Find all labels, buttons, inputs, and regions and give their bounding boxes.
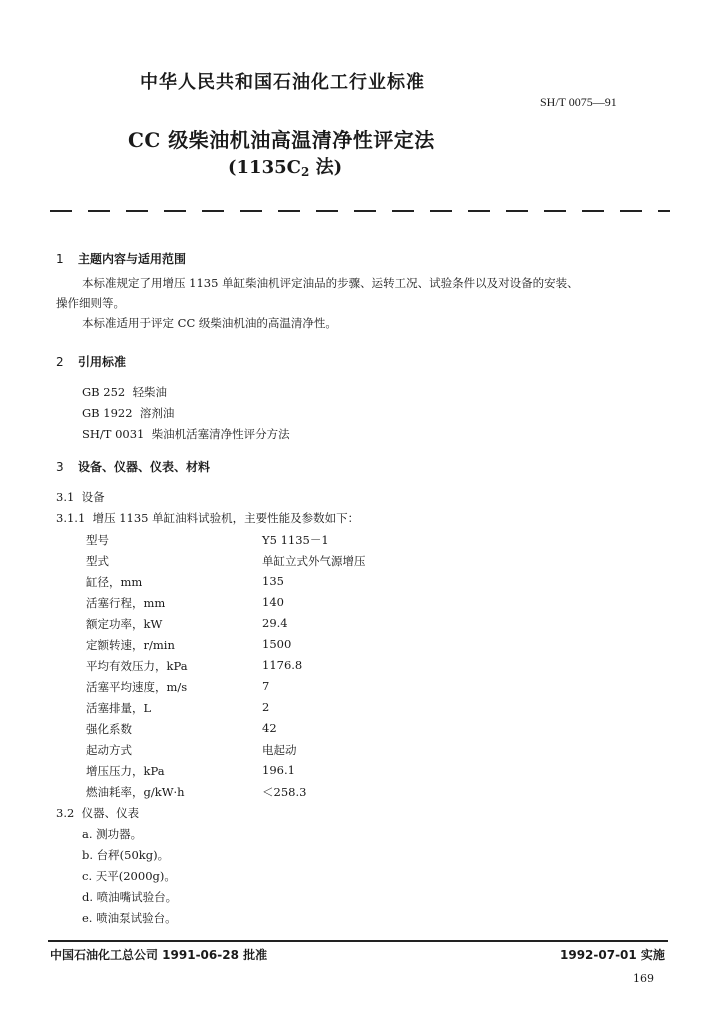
spec-label: 强化系数 [86,722,132,736]
spec-value: 单缸立式外气源增压 [262,554,366,568]
subtitle-subscript: 2 [300,165,310,179]
section-title: 设备、仪器、仪表、材料 [78,460,211,474]
spec-value: 电起动 [262,743,297,757]
spec-value: Y5 1135－1 [262,533,329,547]
section-2-heading [56,353,126,370]
reference-code: GB 1922 [82,406,133,420]
reference-title: 柴油机活塞清净性评分方法 [151,427,290,441]
document-subtitle [228,153,342,179]
spec-label: 平均有效压力，kPa [86,659,188,673]
section-1-para-2: 本标准适用于评定 CC 级柴油机油的高温清净性。 [82,316,337,330]
spec-value: 1500 [262,637,292,651]
subsection-3-2 [56,805,139,821]
issuing-authority-header: 中华人民共和国石油化工行业标准 [140,72,425,93]
subsection-text: 增压 1135 单缸油料试验机，主要性能及参数如下： [92,511,360,525]
spec-label: 活塞行程，mm [86,596,166,610]
spec-value: 2 [262,700,270,714]
spec-value: 42 [262,721,277,735]
instrument-item: e. 喷油泵试验台。 [82,911,177,925]
spec-label: 活塞平均速度，m/s [86,680,188,694]
instrument-item: d. 喷油嘴试验台。 [82,890,178,904]
subsection-number: 3.1.1 [56,511,86,525]
section-3-heading [56,458,210,475]
section-number: 3 [56,460,64,474]
standard-number: SH/T 0075—91 [540,95,617,109]
reference-item [82,426,290,442]
spec-value: 135 [262,574,284,588]
subtitle-prefix: (1135C [228,157,301,178]
footer-divider [48,940,668,942]
reference-title: 轻柴油 [132,385,168,399]
subsection-number: 3.2 [56,806,75,820]
spec-value: 140 [262,595,284,609]
section-number: 2 [56,355,64,369]
subsection-title: 设备 [81,490,105,504]
spec-value: 196.1 [262,763,295,777]
spec-label: 起动方式 [86,743,132,757]
subsection-title: 仪器、仪表 [81,806,140,820]
instrument-item: c. 天平(2000g)。 [82,869,176,883]
spec-label: 缸径，mm [86,575,143,589]
spec-value: ＜258.3 [262,785,307,799]
spec-label: 活塞排量，L [86,701,152,715]
subtitle-suffix: 法) [309,157,343,178]
reference-code: SH/T 0031 [82,427,145,441]
section-title: 引用标准 [78,355,127,369]
spec-value: 29.4 [262,616,288,630]
approval-note: 中国石油化工总公司 1991-06-28 批准 [50,948,268,962]
title-divider [50,210,670,212]
spec-label: 定额转速，r/min [86,638,175,652]
effective-date: 1992-07-01 实施 [560,948,665,962]
section-1-para-1-line-1: 本标准规定了用增压 1135 单缸柴油机评定油品的步骤、运转工况、试验条件以及对设备的安装、 [82,276,579,290]
spec-label: 燃油耗率，g/kW·h [86,785,185,799]
reference-item [82,405,174,421]
reference-code: GB 252 [82,385,126,399]
section-1-heading [56,250,186,267]
section-number: 1 [56,252,64,266]
section-1-para-1-line-2: 操作细则等。 [56,296,125,310]
spec-value: 7 [262,679,270,693]
subsection-3-1 [56,489,105,505]
reference-item [82,384,167,400]
subsection-number: 3.1 [56,490,75,504]
page-number: 169 [633,972,654,985]
spec-label: 增压压力，kPa [86,764,165,778]
document-title: CC 级柴油机油高温清净性评定法 [128,128,435,152]
spec-label: 额定功率，kW [86,617,163,631]
instrument-item: a. 测功器。 [82,827,143,841]
instrument-item: b. 台秤(50kg)。 [82,848,170,862]
spec-value: 1176.8 [262,658,303,672]
subsection-3-1-1 [56,510,359,526]
reference-title: 溶剂油 [139,406,175,420]
section-title: 主题内容与适用范围 [78,252,187,266]
spec-label: 型式 [86,554,109,568]
spec-label: 型号 [86,533,109,547]
